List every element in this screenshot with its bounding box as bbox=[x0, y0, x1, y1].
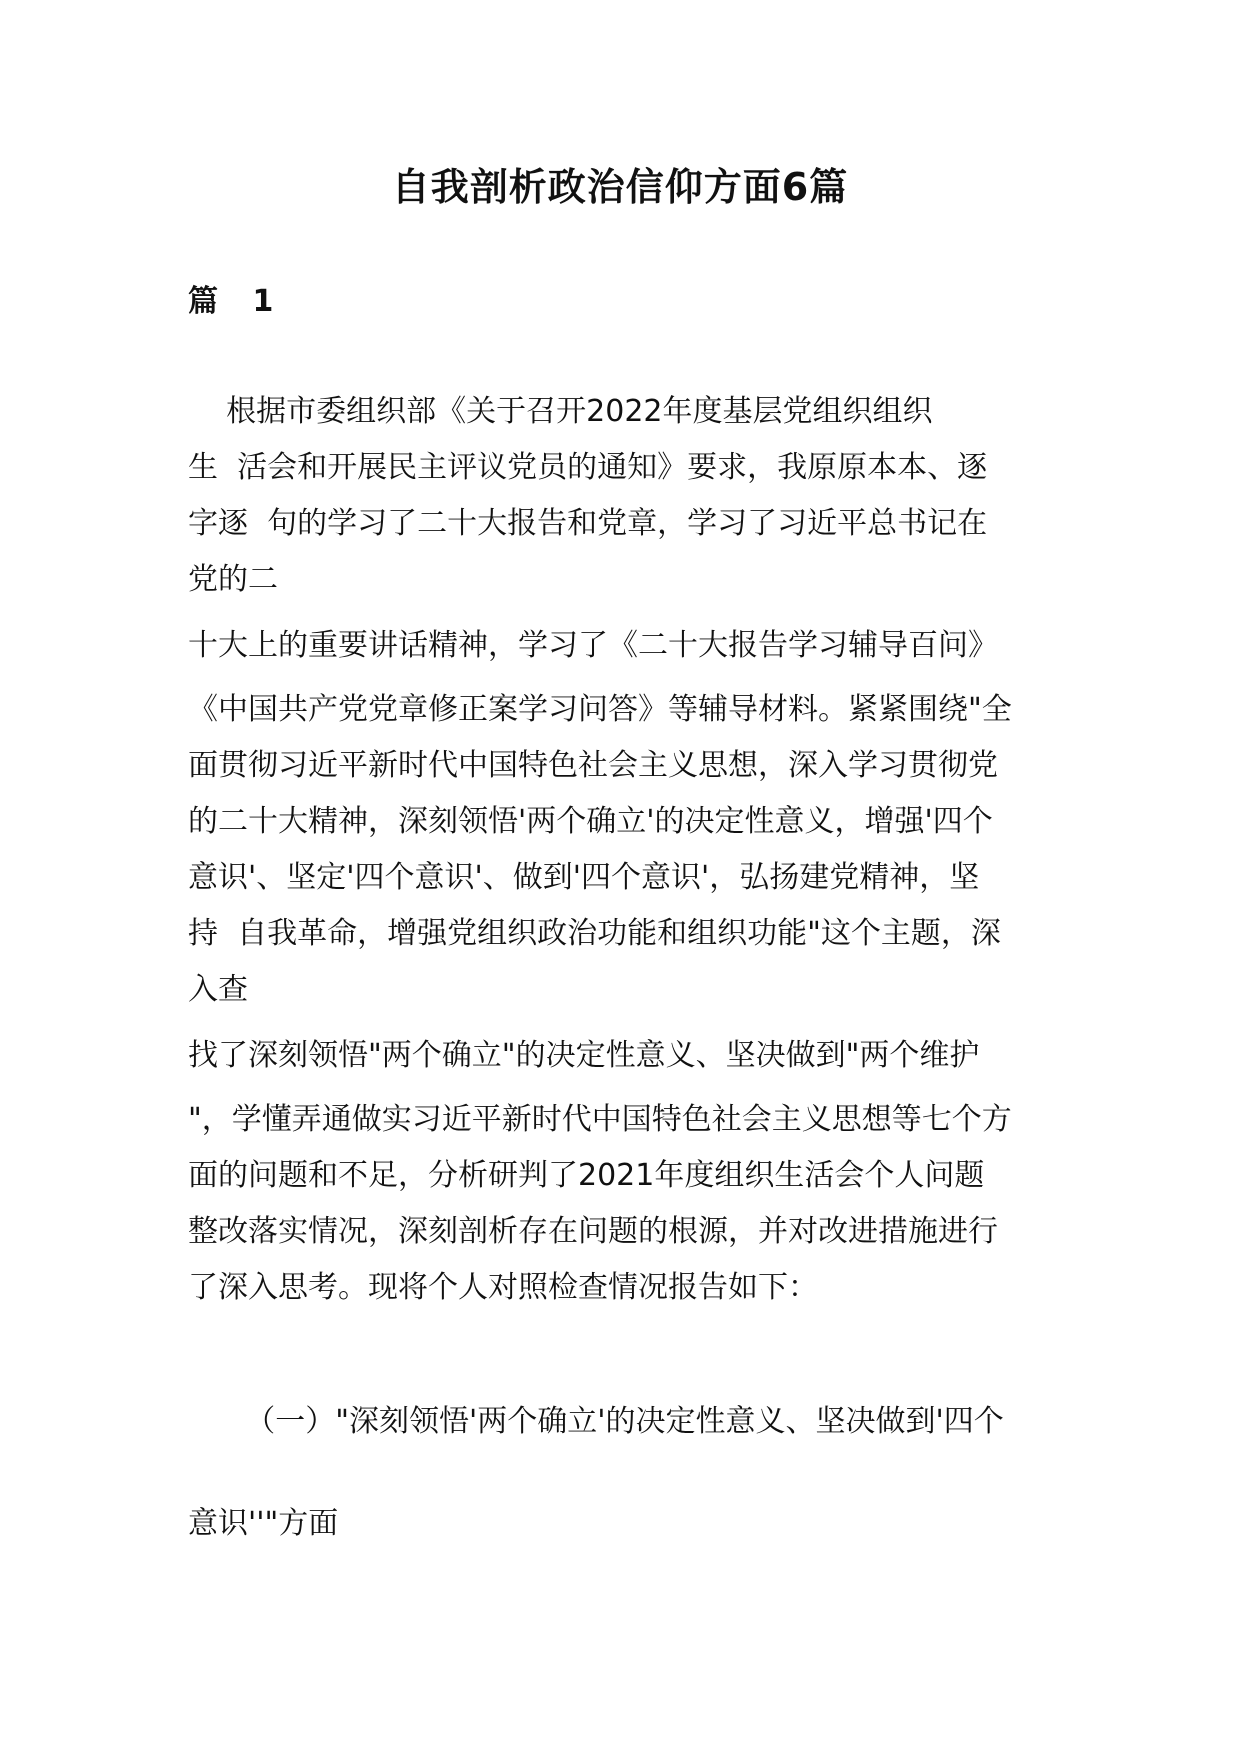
body-line: 意识'、坚定'四个意识'、做到'四个意识'，弘扬建党精神，坚 bbox=[188, 860, 980, 895]
body-line: 入查 bbox=[188, 972, 248, 1007]
subsection-heading: （一）"深刻领悟'两个确立'的决定性意义、坚决做到'四个 bbox=[188, 1404, 1004, 1439]
body-line: 面的问题和不足，分析研判了2021年度组织生活会个人问题 bbox=[188, 1158, 985, 1193]
body-line: 了深入思考。现将个人对照检查情况报告如下： bbox=[188, 1270, 818, 1305]
body-line: 根据市委组织部《关于召开2022年度基层党组织组织 bbox=[188, 394, 933, 429]
body-line: 字逐 句的学习了二十大报告和党章，学习了习近平总书记在 bbox=[188, 506, 988, 541]
body-line: "，学懂弄通做实习近平新时代中国特色社会主义思想等七个方 bbox=[188, 1102, 1012, 1137]
body-line: 生 活会和开展民主评议党员的通知》要求，我原原本本、逐 bbox=[188, 450, 988, 485]
body-line: 整改落实情况，深刻剖析存在问题的根源，并对改进措施进行 bbox=[188, 1214, 998, 1249]
body-line: 找了深刻领悟"两个确立"的决定性意义、坚决做到"两个维护 bbox=[188, 1038, 980, 1073]
subsection-heading-cont: 意识''"方面 bbox=[188, 1506, 339, 1541]
section-heading: 篇 1 bbox=[188, 284, 286, 319]
body-line: 的二十大精神，深刻领悟'两个确立'的决定性意义，增强'四个 bbox=[188, 804, 993, 839]
body-line: 《中国共产党党章修正案学习问答》等辅导材料。紧紧围绕"全 bbox=[188, 692, 1012, 727]
document-title: 自我剖析政治信仰方面6篇 bbox=[391, 165, 849, 209]
body-line: 面贯彻习近平新时代中国特色社会主义思想，深入学习贯彻党 bbox=[188, 748, 998, 783]
body-line: 十大上的重要讲话精神，学习了《二十大报告学习辅导百问》 bbox=[188, 628, 998, 663]
body-line: 党的二 bbox=[188, 562, 278, 597]
body-line: 持 自我革命，增强党组织政治功能和组织功能"这个主题，深 bbox=[188, 916, 1001, 951]
